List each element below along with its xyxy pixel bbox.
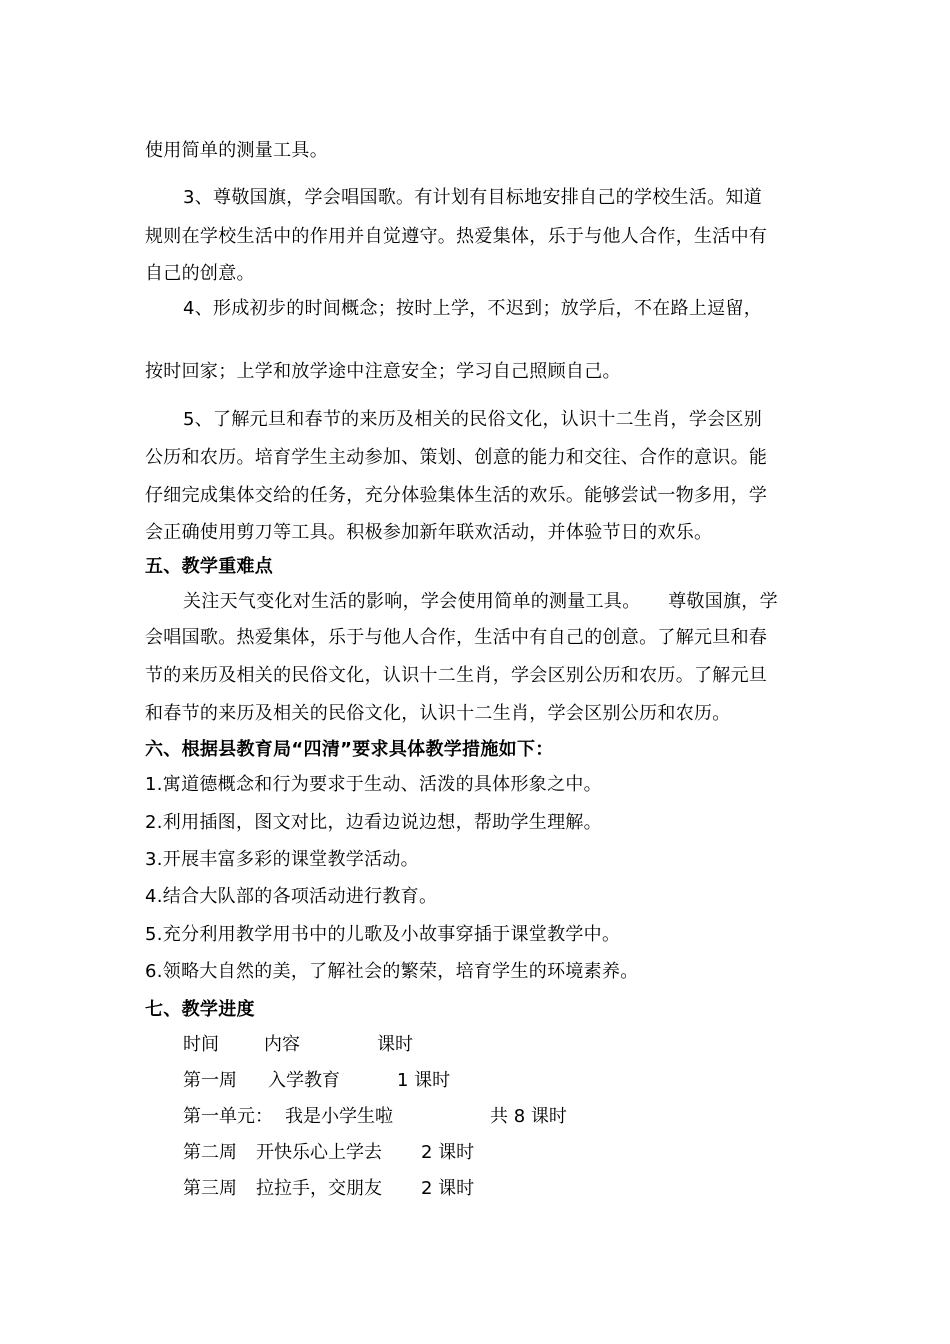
section-5-line-4: 和春节的来历及相关的民俗文化，认识十二生肖，学会区别公历和农历。 (145, 703, 731, 724)
schedule-row-1-hours: 1 课时 (397, 1070, 451, 1091)
section-5-line-2: 会唱国歌。热爱集体，乐于与他人合作，生活中有自己的创意。了解元旦和春 (145, 627, 768, 648)
schedule-row-1-time: 第一周 (183, 1070, 237, 1091)
schedule-header-time: 时间 (183, 1034, 219, 1055)
objective-5-line-3: 仔细完成集体交给的任务，充分体验集体生活的欢乐。能够尝试一物多用，学 (145, 485, 768, 506)
schedule-row-4-time: 第三周 (183, 1178, 237, 1199)
measure-item-2: 2.利用插图，图文对比，边看边说边想，帮助学生理解。 (145, 812, 602, 833)
schedule-row-4-hours: 2 课时 (421, 1178, 475, 1199)
section-7-heading: 七、教学进度 (145, 999, 255, 1020)
objective-3-line-2: 规则在学校生活中的作用并自觉遵守。热爱集体，乐于与他人合作，生活中有 (145, 226, 768, 247)
objective-5-line-1: 5、了解元旦和春节的来历及相关的民俗文化，认识十二生肖，学会区别 (183, 409, 763, 430)
measure-item-3: 3.开展丰富多彩的课堂教学活动。 (145, 849, 419, 870)
schedule-row-2-hours: 共 8 课时 (490, 1106, 567, 1127)
schedule-header-content: 内容 (264, 1034, 300, 1055)
objective-3-line-3: 自己的创意。 (145, 263, 255, 284)
objective-3-line-1: 3、尊敬国旗，学会唱国歌。有计划有目标地安排自己的学校生活。知道 (183, 187, 763, 208)
section-5-line-3: 节的来历及相关的民俗文化，认识十二生肖，学会区别公历和农历。了解元旦 (145, 665, 768, 686)
schedule-row-3-content: 开快乐心上学去 (256, 1142, 382, 1163)
section-5-line-1: 关注天气变化对生活的影响，学会使用简单的测量工具。 尊敬国旗，学 (183, 591, 778, 612)
measure-item-5: 5.充分利用教学用书中的儿歌及小故事穿插于课堂教学中。 (145, 924, 621, 945)
objective-5-line-2: 公历和农历。培育学生主动参加、策划、创意的能力和交往、合作的意识。能 (145, 447, 768, 468)
schedule-row-2-time: 第一单元： (183, 1106, 273, 1127)
section-5-heading: 五、教学重难点 (145, 556, 274, 577)
section-6-heading: 六、根据县教育局“四清”要求具体教学措施如下： (145, 739, 554, 760)
schedule-row-4-content: 拉拉手，交朋友 (256, 1178, 382, 1199)
schedule-row-3-hours: 2 课时 (421, 1142, 475, 1163)
paragraph-continuation: 使用简单的测量工具。 (145, 140, 328, 161)
schedule-row-2-content: 我是小学生啦 (285, 1106, 393, 1127)
measure-item-6: 6.领略大自然的美，了解社会的繁荣，培育学生的环境素养。 (145, 961, 639, 982)
schedule-row-1-content: 入学教育 (268, 1070, 340, 1091)
schedule-header-hours: 课时 (377, 1034, 413, 1055)
objective-4-line-1: 4、形成初步的时间概念；按时上学，不迟到；放学后，不在路上逗留， (183, 298, 763, 319)
measure-item-4: 4.结合大队部的各项活动进行教育。 (145, 886, 438, 907)
measure-item-1: 1.寓道德概念和行为要求于生动、活泼的具体形象之中。 (145, 774, 602, 795)
schedule-row-3-time: 第二周 (183, 1142, 237, 1163)
objective-5-line-4: 会正确使用剪刀等工具。积极参加新年联欢活动，并体验节日的欢乐。 (145, 522, 713, 543)
objective-4-line-2: 按时回家；上学和放学途中注意安全；学习自己照顾自己。 (145, 361, 621, 382)
